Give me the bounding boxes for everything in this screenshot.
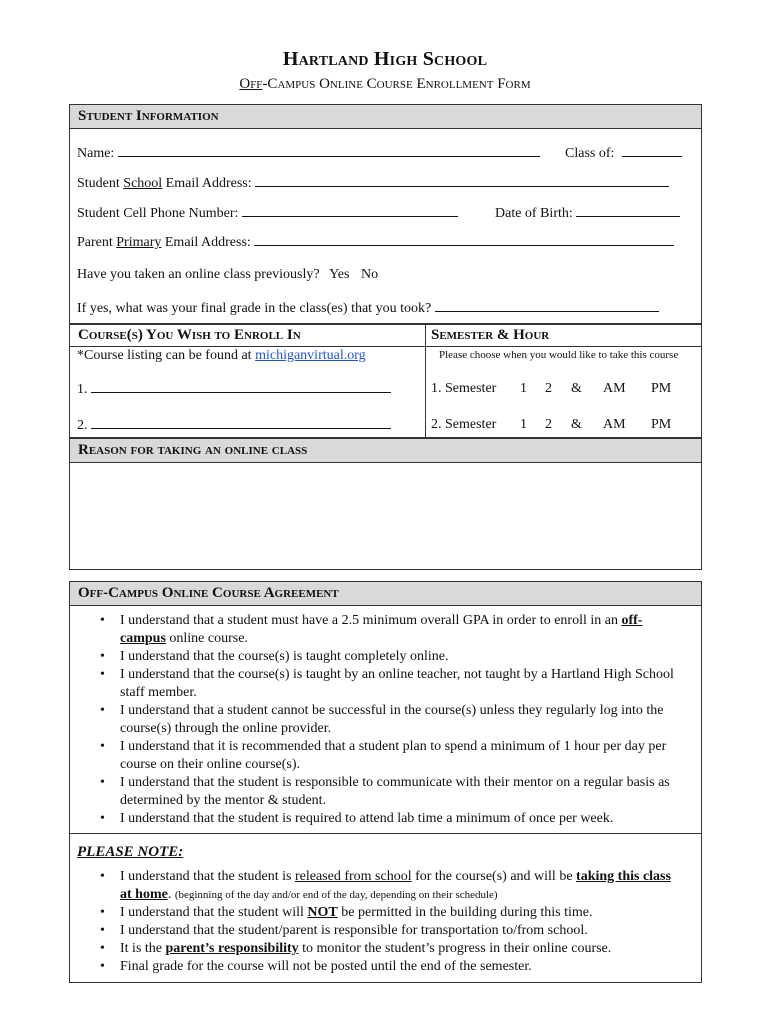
- semester-column: [425, 325, 701, 437]
- semester-2-amp: &: [571, 417, 582, 432]
- cell-label: Student Cell Phone Number:: [77, 206, 239, 221]
- agreement-item: • I understand that the course(s) is taught by an online teacher, not taught by a Hartland High School staff member.: [120, 666, 680, 702]
- semester-2-am[interactable]: AM: [603, 417, 626, 432]
- semester-1-amp: &: [571, 381, 582, 396]
- agreement-item: • I understand that the course(s) is taught completely online.: [120, 648, 680, 666]
- course-2-row: [77, 414, 391, 434]
- parent-email-row: [77, 231, 674, 251]
- form-subtitle: [0, 76, 770, 93]
- reason-textarea[interactable]: [70, 463, 701, 569]
- listing-note: [77, 348, 366, 364]
- semester-hint: Please choose when you would like to take this course: [439, 349, 679, 361]
- note-1b: released from school: [294, 869, 412, 884]
- note-4c: to monitor the student’s progress in their online course.: [298, 941, 612, 956]
- note-item: [120, 940, 680, 958]
- note-1e: .: [167, 887, 175, 902]
- courses-heading: Course(s) You Wish to Enroll In: [70, 325, 425, 347]
- grade-row: [77, 297, 659, 317]
- grade-question: If yes, what was your final grade in the class(es) that you took?: [77, 301, 432, 316]
- reason-section: [69, 438, 702, 570]
- agreement-item: • I understand that a student cannot be successful in the course(s) unless they regularly log into the course(s) through the online provider.: [120, 702, 680, 738]
- semester-1-label: 1. Semester: [431, 381, 497, 396]
- form-title: Hartland High School: [282, 48, 488, 70]
- note-2c: be permitted in the building during this time.: [337, 905, 593, 920]
- note-2a: I understand that the student will: [120, 905, 308, 920]
- cell-row: [77, 202, 458, 222]
- cell-field[interactable]: [242, 202, 458, 217]
- course-2-field[interactable]: [91, 414, 391, 429]
- agreement-item: • I understand that the student is required to attend lab time a minimum of once per week.: [120, 810, 680, 828]
- semester-1-am[interactable]: AM: [603, 381, 626, 396]
- student-info-section: [69, 104, 702, 324]
- name-field[interactable]: [118, 142, 540, 157]
- listing-text: *Course listing can be found at: [77, 348, 256, 363]
- agreement-section: [69, 581, 702, 983]
- student-email-label-start: Student: [77, 176, 124, 191]
- parent-email-label-primary: Primary: [116, 235, 162, 250]
- semester-2-opt1[interactable]: 1: [520, 417, 527, 432]
- michiganvirtual-link[interactable]: michiganvirtual.org: [255, 348, 366, 363]
- reason-heading: Reason for taking an online class: [70, 439, 701, 463]
- course-1-label: 1.: [77, 382, 88, 397]
- note-1a: I understand that the student is: [120, 869, 295, 884]
- note-4a: It is the: [120, 941, 166, 956]
- courses-left-column: [70, 325, 426, 437]
- section-divider: [70, 833, 701, 834]
- note-item: • I understand that the student/parent is responsible for transportation to/from school.: [120, 922, 680, 940]
- semester-2-pm[interactable]: PM: [651, 417, 672, 432]
- note-2b: NOT: [307, 905, 338, 920]
- semester-1-pm[interactable]: PM: [651, 381, 672, 396]
- name-row: [77, 142, 540, 162]
- student-email-row: [77, 172, 669, 192]
- note-item: [120, 868, 680, 904]
- yes-option[interactable]: Yes: [329, 267, 350, 282]
- note-1d: taking this class at home: [120, 869, 671, 902]
- note-item: • Final grade for the course will not be posted until the end of the semester.: [120, 958, 680, 976]
- note-1c: for the course(s) and will be: [411, 869, 577, 884]
- course-2-label: 2.: [77, 418, 88, 433]
- dob-label: Date of Birth:: [495, 206, 573, 221]
- class-field[interactable]: [622, 142, 682, 157]
- parent-email-label-start: Parent: [77, 235, 117, 250]
- subtitle-rest: -Campus Online Course Enrollment Form: [262, 76, 531, 92]
- student-email-field[interactable]: [255, 172, 669, 187]
- agreement-heading: Off-Campus Online Course Agreement: [70, 582, 701, 606]
- agreement-1c: online course.: [165, 631, 248, 646]
- semester-2-opt2[interactable]: 2: [545, 417, 552, 432]
- agreement-1a: I understand that a student must have a 2.5 minimum overall GPA in order to enroll in an: [120, 613, 622, 628]
- course-1-row: [77, 378, 391, 398]
- note-list: [70, 868, 680, 976]
- semester-heading: Semester & Hour: [425, 325, 701, 347]
- note-1f: (beginning of the day and/or end of the day, depending on their schedule): [174, 889, 498, 901]
- dob-row: [495, 202, 680, 222]
- agreement-item: • I understand that it is recommended that a student plan to spend a minimum of 1 hour per day per course on their online course(s).: [120, 738, 680, 774]
- no-option[interactable]: No: [360, 267, 379, 282]
- course-1-field[interactable]: [91, 378, 391, 393]
- class-row: [565, 142, 682, 162]
- parent-email-field[interactable]: [254, 231, 674, 246]
- dob-field[interactable]: [576, 202, 680, 217]
- student-email-label-school: School: [123, 176, 163, 191]
- semester-1-opt1[interactable]: 1: [520, 381, 527, 396]
- class-label: Class of:: [565, 146, 615, 161]
- agreement-list: [70, 612, 680, 828]
- note-item: [120, 904, 680, 922]
- grade-field[interactable]: [435, 297, 659, 312]
- note-4b: parent’s responsibility: [165, 941, 299, 956]
- parent-email-label-end: Email Address:: [161, 235, 251, 250]
- online-question: Have you taken an online class previously?: [77, 267, 320, 282]
- agreement-1b: off-campus: [120, 613, 643, 646]
- student-email-label-end: Email Address:: [162, 176, 252, 191]
- courses-section: [69, 324, 702, 438]
- semester-2-label: 2. Semester: [431, 417, 497, 432]
- name-label: Name:: [77, 146, 115, 161]
- agreement-item: [120, 612, 680, 648]
- subtitle-underlined: Off: [239, 76, 263, 92]
- student-info-heading: Student Information: [70, 105, 701, 129]
- please-note-heading: PLEASE NOTE:: [77, 844, 184, 860]
- semester-1-opt2[interactable]: 2: [545, 381, 552, 396]
- online-question-row: [77, 267, 378, 283]
- agreement-item: • I understand that the student is responsible to communicate with their mentor on a regular basis as determined by the mentor & student.: [120, 774, 680, 810]
